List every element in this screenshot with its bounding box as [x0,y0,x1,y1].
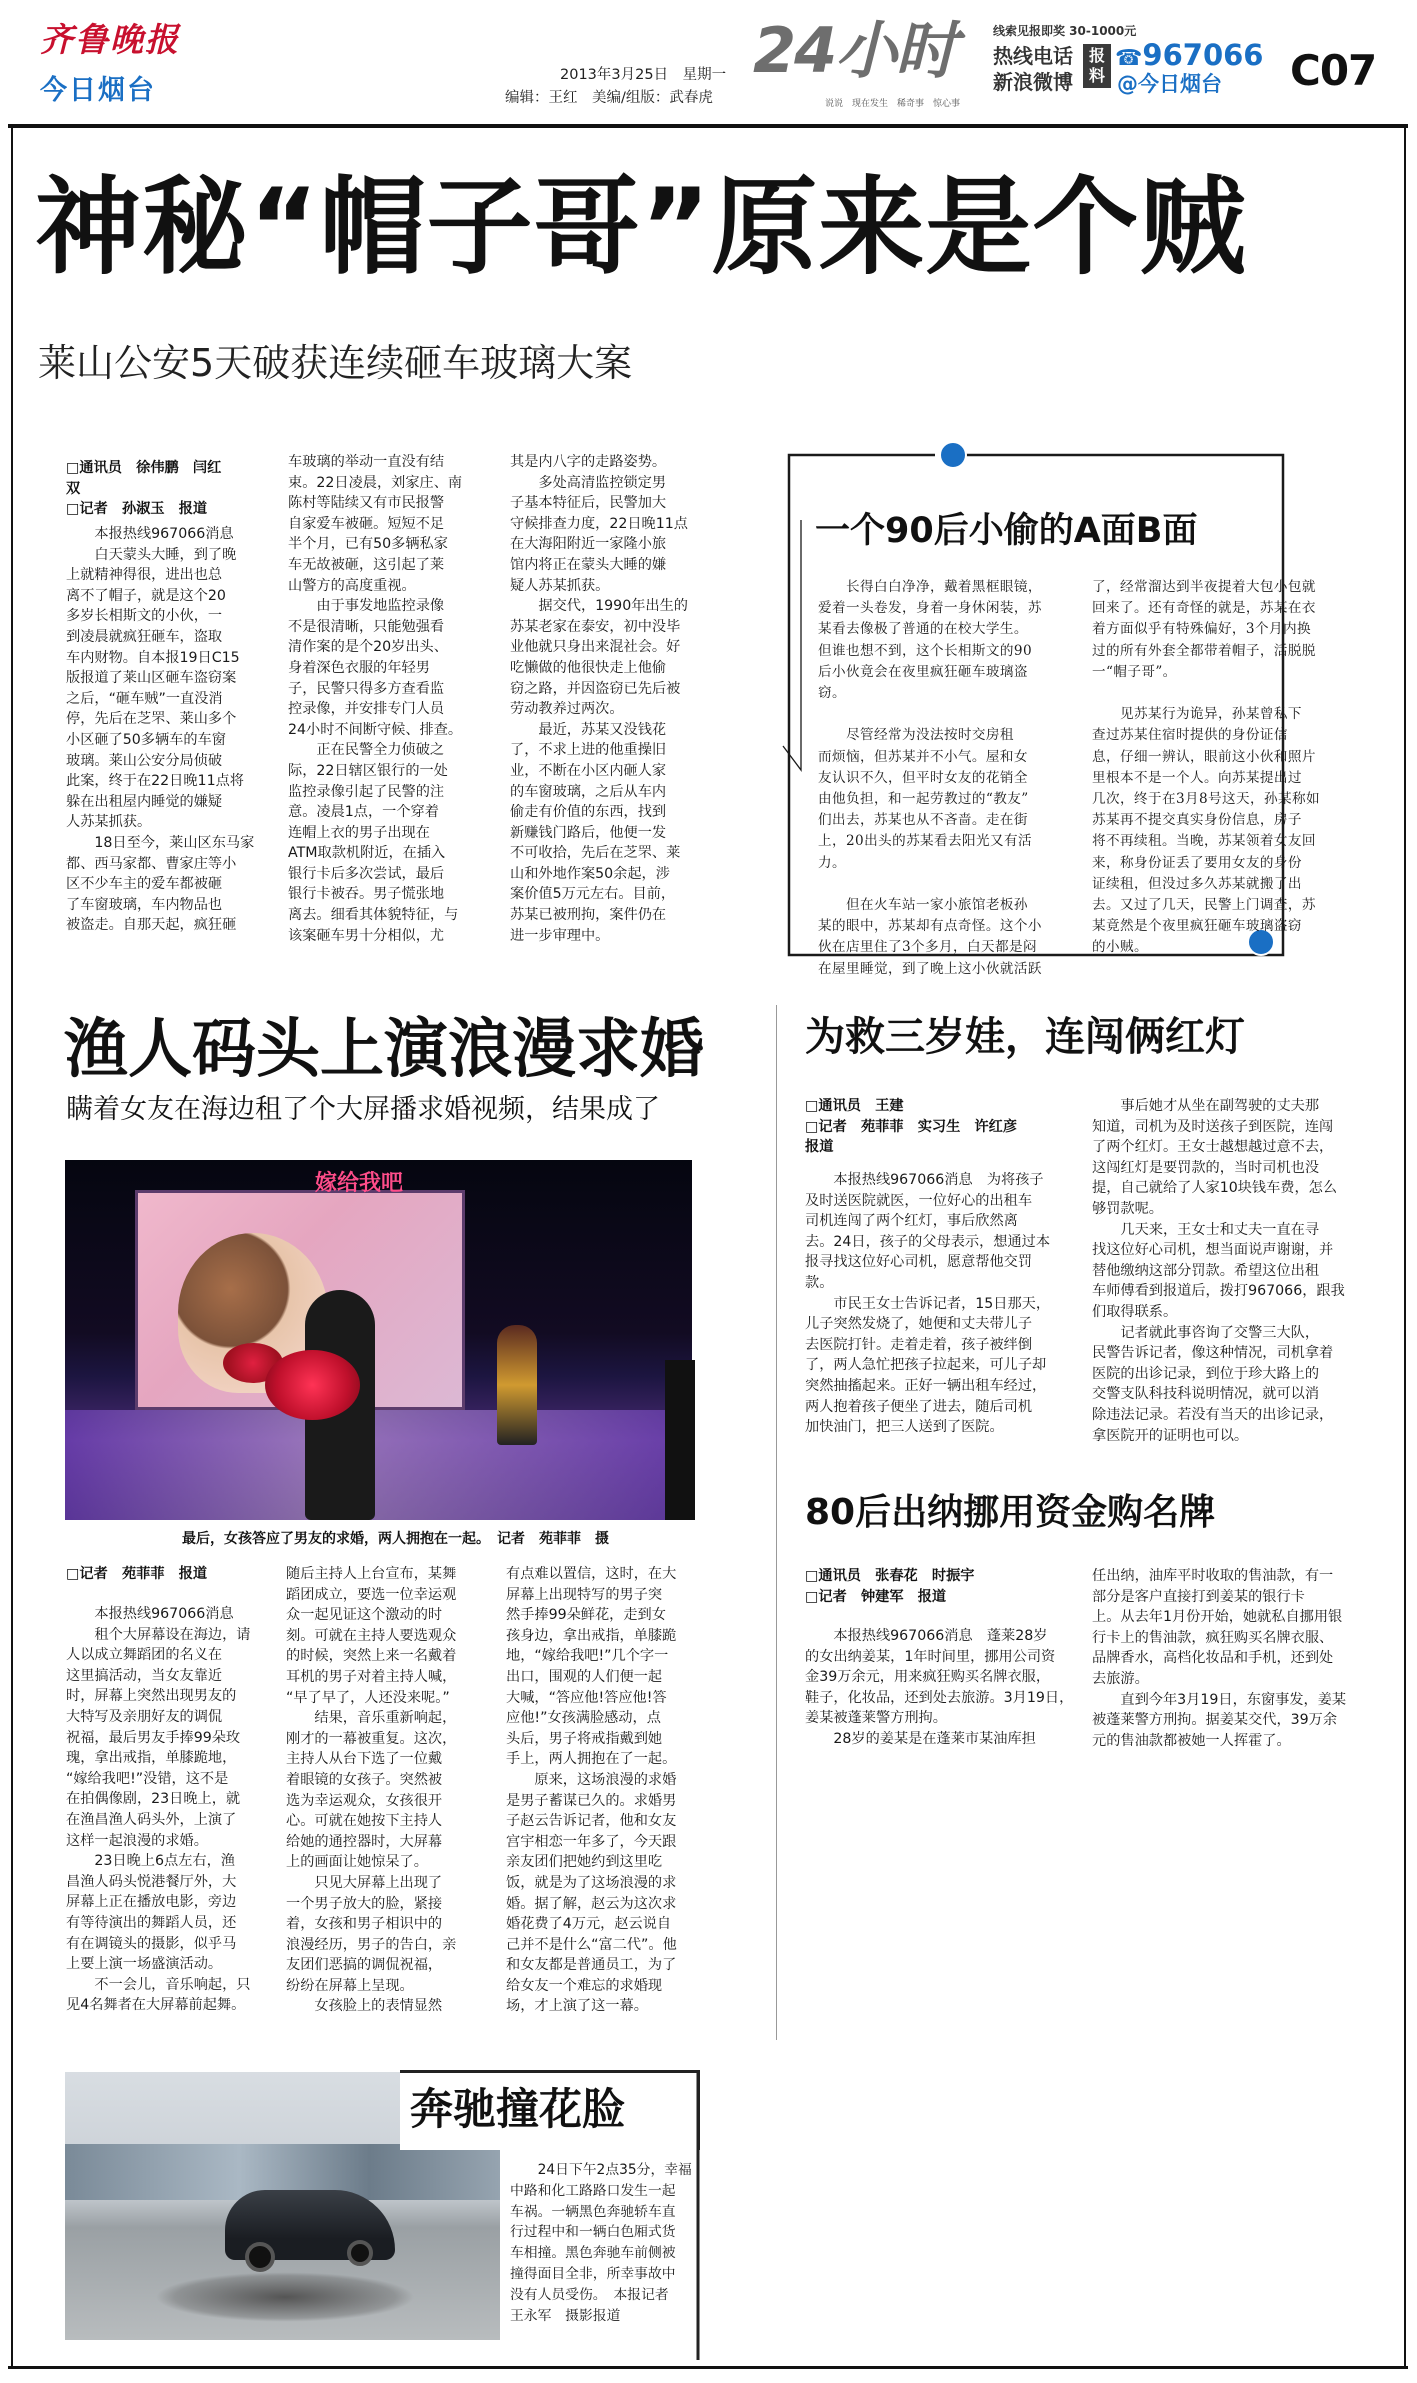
sidebar-column-1: 长得白白净净，戴着黑框眼镜， 爱着一头卷发，身着一身休闲装，苏 某看去像极了普通的在校大学生。 但谁也想不到，这个长相斯文的90 后小伙竟会在夜里疯狂砸车玻璃盗 窃。 尽管经常为没法按时交房租 而烦恼，但苏某并不小气。屋和女 友认识不久，但平时女友的花销全 由他负担，和一起劳教过的“教友” 们出去，苏某也从不吝啬。走在街 上，20出头的苏某看去阳光又有活 力。 但在火车站一家小旅馆老板孙 某的眼中，苏某却有点奇怪。这个小 伙在店里住了3个多月，白天都是闷 在屋里睡觉，到了晚上这小伙就活跃 [818,579,1042,977]
cashier-column-2: 任出纳，油库平时收取的售油款，有一 部分是客户直接打到姜某的银行卡 上。从去年1月份开始，她就私自挪用银 行卡上的售油款，疯狂购买名牌衣服、 品牌香水，高档化妆品和手机，还到处 去旅游。 直到今年3月19日，东窗事发，姜某 被蓬莱警方刑拘。据姜某交代，39万余 元的售油款都被她一人挥霍了。 [1092,1568,1347,1749]
lead-column-2: 车玻璃的举动一直没有结 束。22日凌晨，刘家庄、南 陈村等陆续又有市民报警 自家爱车被砸。短短不足 半个月，已有50多辆私家 车无故被砸，这引起了莱 山警方的高度重视。 由于事发地监控录像 不是很清晰，只能勉强看 清作案的是个20岁出头、 身着深色衣服的年轻男 子，民警只得多方查看监 控录像，并安排专门人员 24小时不间断守候、排查。 正在民警全力侦破之 际，22日辖区银行的一处 监控录像引起了民警的注 意。凌晨1点，一个穿着 连帽上衣的男子出现在 ATM取款机附近，在插入 银行卡后多次尝试，最后 银行卡被吞。男子慌张地 离去。细看其体貌特征，与 该案砸车男十分相似，尤 [288,454,463,944]
masthead [0,0,1417,118]
brand-tagline: 说说 现在发生 稀奇事 惊心事 [825,99,961,109]
proposal-photo [65,1160,692,1520]
cashier-column-1: 本报热线967066消息 蓬莱28岁 的女出纳姜某，1年时间里，挪用公司资 金39万余元，用来疯狂购买名牌衣服， 鞋子，化妆品，还到处去旅游。3月19日， 姜某被蓬莱警方刑拘。 28岁的姜某是在蓬莱市某油库担 [805,1628,1074,1747]
crash-body: 24日下午2点35分，幸福 中路和化工路路口发生一起 车祸。一辆黑色奔驰轿车直 行过程中和一辆白色厢式货 车相撞。黑色奔驰车前侧被 撞得面目全非，所幸事故中 没有人员受伤。 本报记者 王永军 摄影报道 [510,2162,692,2324]
stage-lighting [65,1410,692,1520]
proposal-column-3: 有点难以置信，这时，在大 屏幕上出现特写的男子突 然手捧99朵鲜花，走到女 孩身边，拿出戒指，单膝跪 地，“嫁给我吧!”几个字一 出口，围观的人们便一起 大喊，“答应他!答应他!答 应他!”女孩满脸感动，点 头后，男子将戒指戴到她 手上，两人拥抱在了一起。 原来，这场浪漫的求婚 是男子蓄谋已久的。求婚男 子赵云告诉记者，他和女友 宫宇相恋一年多了，今天跟 亲友团们把她约到这里吃 饭，就是为了这场浪漫的求 婚。据了解，赵云为这次求 婚花费了4万元，赵云说自 己并不是什么“富二代”。他 和女友都是普通员工，为了 给女友一个难忘的求婚现 场，才上演了这一幕。 [506,1566,677,2015]
weibo-account: @今日烟台 [1117,72,1222,96]
lead-byline: □通讯员 徐伟鹏 闫红 双 □记者 孙淑玉 报道 [66,460,222,518]
section-name: 今日烟台 [40,75,156,106]
screen-text-banner: 嫁给我吧 [315,1171,404,1196]
lead-column-1: 本报热线967066消息 白天蒙头大睡，到了晚 上就精神得很，进出也总 离不了帽子，就是这个20 多岁长相斯文的小伙，一 到凌晨就疯狂砸车，盗取 车内财物。自本报19日C15 版报道了莱山区砸车盗窃案 之后，“砸车贼”一直没消 停，先后在芝罘、莱山多个 小区砸了50多辆车的车窗 玻璃。莱山公安分局侦破 此案，终于在22日晚11点将 躲在出租屋内睡觉的嫌疑 人苏某抓获。 18日至今，莱山区东马家 都、西马家都、曹家庄等小 区不少车主的爱车都被砸 了车窗玻璃，车内物品也 被盗走。自那天起，疯狂砸 [66,526,255,934]
proposal-byline: □记者 苑菲菲 报道 [66,1566,208,1582]
proposal-column-2: 随后主持人上台宣布，某舞 蹈团成立，要选一位幸运观 众一起见证这个激动的时 刻。可就在主持人要选观众 的时候，突然上来一名戴着 耳机的男子对着主持人喊， “早了早了，人还没来呢。” 结果，音乐重新响起， 刚才的一幕被重复。这次， 主持人从台下选了一位戴 着眼镜的女孩子。突然被 选为幸运观众，女孩很开 心。可就在她按下主持人 给她的通控器时，大屏幕 上的画面让她惊呆了。 只见大屏幕上出现了 一个男子放大的脸，紧接 着，女孩和男子相识中的 浪漫经历，男子的告白，亲 友团们恶搞的调侃祝福， 纷纷在屏幕上呈现。 女孩脸上的表情显然 [286,1566,457,2015]
proposal-subtitle: 瞒着女友在海边租了个大屏播求婚视频，结果成了 [66,1094,660,1125]
sidebar-headline: 一个90后小偷的A面B面 [815,511,1198,551]
masthead-date: 2013年3月25日 星期一 [560,67,727,83]
proposal-headline: 渔人码头上演浪漫求婚 [64,1013,704,1087]
brand-24h-logo: 24小时 [753,14,956,87]
lead-headline: 神秘“帽子哥”原来是个贼 [35,166,1247,289]
header-divider [8,124,1408,128]
photographer-figure [665,1360,695,1520]
proposal-photo-caption: 最后，女孩答应了男友的求婚，两人拥抱在一起。 记者 苑菲菲 摄 [182,1531,609,1547]
bystander-figure [497,1325,537,1445]
proposal-column-1: 本报热线967066消息 租个大屏幕设在海边，请 人以成立舞蹈团的名义在 这里搞活动，当女友靠近 时，屏幕上突然出现男友的 大特写及亲朋好友的调侃 祝福，最后男友手捧99朵玫 瑰，拿出戒指，单膝跪地， “嫁给我吧!”没错，这不是 在拍偶像剧，23日晚上，就 在渔昌渔人码头外，上演了 这样一起浪漫的求婚。 23日晚上6点左右，渔 昌渔人码头悦港餐厅外，大 屏幕上正在播放电影，旁边 有等待演出的舞蹈人员，还 有在调镜头的摄影，似乎马 上要上演一场盛演活动。 不一会儿，音乐响起，只 见4名舞者在大屏幕前起舞。 [66,1606,251,2014]
weibo-label: 新浪微博 [993,70,1073,94]
left-border [11,128,13,2368]
hotline-number [1115,38,1263,72]
rose-bouquet [265,1350,360,1420]
sedan-wheel [245,2242,275,2272]
rescue-column-1: 本报热线967066消息 为将孩子 及时送医院就医，一位好心的出租车 司机连闯了两个红灯，事后欣然离 去。24日，孩子的父母表示，想通过本 报寻找这位好心司机，愿意帮他交罚 款。 市民王女士告诉记者，15日那天， 儿子突然发烧了，她便和丈夫带儿子 去医院打针。走着走着，孩子被绊倒 了，两人急忙把孩子拉起来，可儿子却 突然抽搐起来。正好一辆出租车经过， 两人抱着孩子便坐了进去，随后司机 加快油门，把三人送到了医院。 [805,1172,1051,1436]
hotline-label: 热线电话 [993,44,1073,68]
phone-icon: ☎ [1115,46,1143,71]
lead-column-3: 其是内八字的走路姿势。 多处高清监控锁定男 子基本特征后，民警加大 守候排查力度，22日晚11点 在大海阳附近一家隆小旅 馆内将正在蒙头大睡的嫌 疑人苏某抓获。 据交代，1990年出生的 苏某老家在泰安，初中没毕 业他就只身出来混社会。好 吃懒做的他很快走上他偷 窃之路，并因盗窃已先后被 劳动教养过两次。 最近，苏某又没钱花 了，不求上进的他重操旧 业，不断在小区内砸人家 的车窗玻璃，之后从车内 偷走有价值的东西，找到 新赚钱门路后，他便一发 不可收拾，先后在芝罘、莱 山和外地作案50余起，涉 案价值5万元左右。目前， 苏某已被刑拘，案件仍在 进一步审理中。 [510,454,688,944]
masthead-editors: 编辑：王红 美编/组版：武春虎 [505,90,713,106]
cashier-headline: 80后出纳挪用资金购名牌 [805,1492,1216,1533]
rescue-column-2: 事后她才从坐在副驾驶的丈夫那 知道，司机为及时送孩子到医院，连闯 了两个红灯。王女士越想越过意不去， 这闯红灯是要罚款的，当时司机也没 提，自己就给了人家10块钱车费，怎么 够罚款呢。 几天来，王女士和丈夫一直在寻 找这位好心司机，想当面说声谢谢，并 替他缴纳这部分罚款。希望这位出租 车师傅看到报道后，拨打967066，跟我 们取得联系。 记者就此事咨询了交警三大队， 民警告诉记者，像这种情况，司机拿着 医院的出诊记录，到位于珍大路上的 交警支队科技科说明情况，就可以消 除违法记录。若没有当天的出诊记录， 拿医院开的证明也可以。 [1092,1098,1345,1444]
crash-headline: 奔驰撞花脸 [410,2085,625,2135]
crash-connector-line [695,2070,707,2360]
reward-note: 线索见报即奖 30-1000元 [993,24,1137,38]
rescue-headline: 为救三岁娃，连闯俩红灯 [805,1014,1245,1060]
right-border [1404,128,1406,2368]
page-number: C07 [1290,46,1377,95]
hotline-number-text: 967066 [1142,38,1264,72]
bottom-border [8,2366,1408,2369]
paper-name-logo: 齐鲁晚报 [40,20,180,59]
rescue-byline: □通讯员 王建 □记者 苑菲菲 实习生 许红彦 报道 [805,1098,1018,1156]
column-divider [776,1005,777,2040]
lead-subtitle: 莱山公安5天破获连续砸车玻璃大案 [38,341,633,385]
cashier-byline: □通讯员 张春花 时振宇 □记者 钟建军 报道 [805,1568,975,1605]
road-debris [155,2272,415,2322]
sedan-wheel-rear [347,2240,373,2266]
baoliao-badge: 报料 [1083,44,1111,88]
sidebar-column-2: 了，经常溜达到半夜提着大包小包就 回来了。还有奇怪的就是，苏某在衣 着方面似乎有特殊偏好，3个月内换 过的所有外套全都带着帽子，活脱脱 一“帽子哥”。 见苏某行为诡异，孙某曾私下 查过苏某住宿时提供的身份证信 息，仔细一辨认，眼前这小伙和照片 里根本不是一个人。向苏某提出过 几次，终于在3月8号这天，孙某称如 苏某再不提交真实身份信息，房子 将不再续租。当晚，苏某领着女友回 来，称身份证丢了要用女友的身份 证续租，但没过多久苏某就搬了出 去。又过了几天，民警上门调查，苏 某竟然是个夜里疯狂砸车玻璃盗窃 的小贼。 [1092,579,1321,956]
